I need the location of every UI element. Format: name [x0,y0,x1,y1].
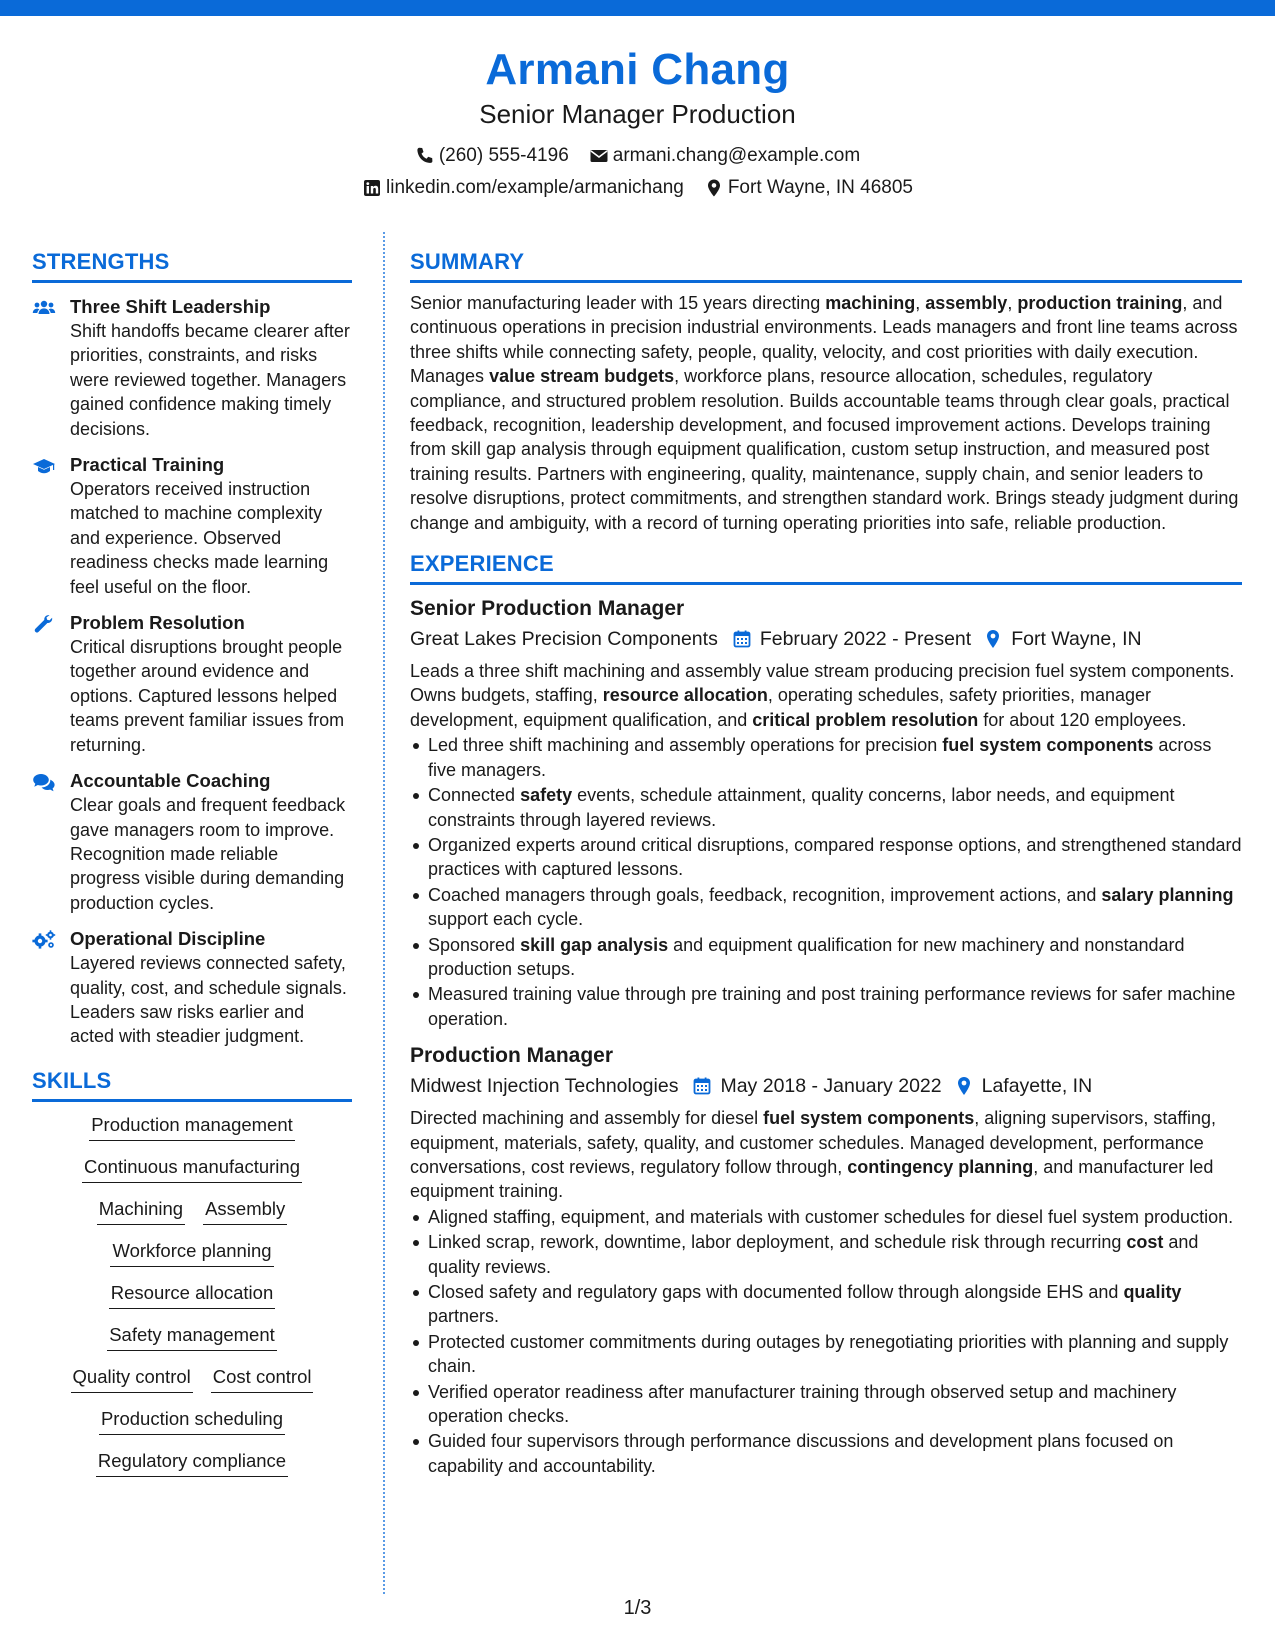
strength-body [70,453,352,599]
skill-row [99,1406,285,1435]
job-location: Lafayette, IN [981,1075,1093,1098]
skill-tag: Production management [89,1112,295,1141]
phone-icon [415,146,435,166]
bullet-item [410,1230,1242,1279]
desc-part: , aligning supervisors, staffing, equipment, materials, safety, quality, and customer schedules. Managed development, performance conversations, cost reviews, regulatory follow through, [410,1108,1217,1177]
bullet-text: Verified operator readiness after manufacturer training through observed setup and machinery operation checks. [428,1381,1177,1427]
strength-text: Shift handoffs became clearer after priorities, constraints, and risks were reviewed together. Managers gained confidence making timely decisions. [70,321,350,439]
graduation-cap-icon [32,453,70,599]
strength-title: Practical Training [70,454,225,476]
strength-text: Layered reviews connected safety, quality, cost, and schedule signals. Leaders saw risks earlier and acted with steadier judgment. [70,953,347,1047]
job-meta [410,1072,1242,1100]
summary-part: , workforce plans, resource allocation, schedules, regulatory compliance, and structured problem resolution. Builds accountable teams through clear goals, practical feedback, recognition, leadership development, and focused improvement actions. Develops training from skill gap analysis through equipment qualification, custom setup instruction, and measured post training results. Partners with engineering, quality, maintenance, supply chain, and senior leaders to resolve disruptions, protect commitments, and strengthen standard work. Brings steady judgment during change and ambiguity, with a record of turning operating priorities into safe, reliable production. [410,366,1239,533]
candidate-name: Armani Chang [485,45,790,94]
summary-part: , [915,293,926,313]
strength-text: Clear goals and frequent feedback gave managers room to improve. Recognition made reliable progress visible during demanding production cycles. [70,795,346,913]
strength-body [70,295,352,441]
desc-part: , operating schedules, safety priorities, manager development, equipment qualification, and [410,685,1152,730]
strength-title: Accountable Coaching [70,770,271,792]
bullet-text: events, schedule attainment, quality concerns, labor needs, and equipment constraints through layered reviews. [428,785,1175,830]
skill-row [107,1322,277,1351]
bullet-item [410,833,1242,882]
bullet-text: Sponsored [428,934,521,955]
skills-heading: SKILLS [32,1067,352,1102]
skill-tag: Production scheduling [99,1406,285,1435]
skill-row [110,1238,273,1267]
job-description [410,1106,1242,1204]
skill-row [96,1448,288,1477]
summary-part: , and continuous operations in precision industrial environments. Leads managers and front line teams across three shifts while connecting safety, people, quality, velocity, and cost priorities with daily execution. Manages [410,293,1238,387]
envelope-icon [589,146,609,166]
strengths-heading: STRENGTHS [32,248,352,283]
column-divider [383,232,385,1594]
skill-tag: Quality control [71,1364,193,1393]
location-contact [704,176,913,200]
bullet-text: Organized experts around critical disruptions, compared response options, and strengthened standard practices with captured lessons. [428,834,1242,880]
bullet-item [410,733,1242,782]
bullet-item [410,982,1242,1031]
email-contact[interactable] [589,144,860,168]
right-column [410,248,1242,1479]
summary-text [410,291,1242,535]
summary-bold: assembly [925,293,1008,313]
strength-body [70,769,352,915]
wrench-icon [32,611,70,757]
desc-part: Leads a three shift machining and assembly value stream producing precision fuel system components. Owns budgets, staffing, [410,661,1235,706]
bullet-text: partners. [428,1306,500,1327]
strength-text: Critical disruptions brought people together around evidence and options. Captured lessons helped teams prevent familiar issues from returning. [70,637,345,755]
calendar-icon [732,629,752,649]
map-pin-icon [954,1076,974,1096]
job-bullets [410,1205,1242,1478]
bullet-item [410,883,1242,932]
strength-text: Operators received instruction matched to machine complexity and experience. Observed readiness checks made learning feel useful on the floor. [70,479,329,597]
skill-tag: Safety management [107,1322,277,1351]
desc-bold: resource allocation [602,685,768,706]
top-accent-bar [0,0,1275,16]
comments-icon [32,769,70,915]
bullet-item [410,1330,1242,1379]
bullet-text: Protected customer commitments during outages by renegotiating priorities with planning and supply chain. [428,1331,1229,1377]
bullet-item [410,933,1242,982]
contact-row-1 [0,144,1275,168]
bullet-text: Measured training value through pre training and post training performance reviews for safer machine operation. [428,984,1236,1029]
skill-tag: Assembly [203,1196,287,1225]
bullet-item [410,783,1242,832]
company-name: Great Lakes Precision Components [410,628,718,651]
summary-part: Senior manufacturing leader with 15 years directing [410,293,826,313]
experience-heading: EXPERIENCE [410,550,1242,585]
bullet-text: Linked scrap, rework, downtime, labor deployment, and schedule risk through recurring [428,1232,1127,1253]
skill-row [71,1364,314,1393]
desc-part: , and manufacturer led equipment training. [410,1156,1214,1202]
email-text: armani.chang@example.com [612,145,861,166]
gears-icon [32,927,70,1049]
phone-contact[interactable] [415,144,569,168]
bullet-text: Guided four supervisors through performance discussions and development plans focused on capability and accountability. [428,1431,1174,1476]
strength-title: Operational Discipline [70,928,266,950]
bullet-bold: quality [1123,1282,1182,1302]
page-number: 1/3 [623,1597,652,1619]
skill-tag: Continuous manufacturing [82,1154,302,1183]
bullet-item [410,1429,1242,1478]
strength-item [32,927,352,1049]
phone-text: (260) 555-4196 [438,145,569,166]
job-entry [410,1042,1242,1478]
bullet-text: across five managers. [428,735,1212,780]
job-dates: May 2018 - January 2022 [720,1075,942,1098]
strength-title: Problem Resolution [70,612,245,634]
bullet-bold: salary planning [1101,884,1234,905]
bullet-bold: safety [520,785,573,806]
job-bullets [410,733,1242,1031]
summary-heading: SUMMARY [410,248,1242,283]
bullet-bold: fuel system components [942,735,1154,756]
bullet-text: Led three shift machining and assembly operations for precision [428,735,943,756]
summary-bold: machining [825,293,916,313]
strength-item [32,295,352,441]
job-entry [410,595,1242,1031]
summary-bold: value stream budgets [489,366,675,387]
desc-part: for about 120 employees. [978,709,1187,730]
desc-bold: contingency planning [847,1156,1034,1177]
skill-tag: Regulatory compliance [96,1448,288,1477]
map-pin-icon [704,178,724,198]
strength-item [32,611,352,757]
bullet-text: support each cycle. [428,909,584,930]
bullet-text: Aligned staffing, equipment, and materials with customer schedules for diesel fuel system production. [428,1206,1234,1227]
company-name: Midwest Injection Technologies [410,1075,679,1098]
job-meta [410,625,1242,653]
job-location: Fort Wayne, IN [1011,628,1142,651]
bullet-text: and equipment qualification for new machinery and nonstandard production setups. [428,934,1185,979]
skill-row [89,1112,295,1141]
bullet-bold: skill gap analysis [520,934,669,955]
resume-header [0,42,1275,200]
strength-body [70,611,352,757]
desc-bold: critical problem resolution [752,709,979,730]
bullet-text: Connected [428,785,521,806]
strength-title: Three Shift Leadership [70,296,271,317]
skill-row [97,1196,288,1225]
bullet-text: Closed safety and regulatory gaps with documented follow through alongside EHS and [428,1282,1124,1302]
job-dates: February 2022 - Present [759,628,972,651]
contact-row-2 [0,176,1275,200]
job-description [410,659,1242,732]
location-text: Fort Wayne, IN 46805 [727,177,913,198]
summary-bold: production training [1017,293,1183,313]
desc-part: Directed machining and assembly for diesel [410,1108,764,1129]
bullet-text: Coached managers through goals, feedback, recognition, improvement actions, and [428,884,1102,905]
linkedin-contact[interactable] [362,176,684,200]
skill-tag: Resource allocation [109,1280,275,1309]
job-title: Production Manager [410,1044,614,1068]
skill-row [82,1154,302,1183]
desc-bold: fuel system components [763,1108,975,1129]
left-column [32,248,352,1490]
skill-tag: Workforce planning [110,1238,273,1267]
strength-item [32,769,352,915]
calendar-icon [692,1076,712,1096]
skill-row [109,1280,275,1309]
linkedin-icon [362,178,382,198]
map-pin-icon [983,629,1003,649]
linkedin-text: linkedin.com/example/armanichang [386,177,684,198]
summary-part: , [1007,293,1018,313]
bullet-item [410,1205,1242,1229]
skill-tag: Cost control [211,1364,314,1393]
job-title: Senior Production Manager [410,597,685,621]
skills-list [32,1112,352,1490]
candidate-title: Senior Manager Production [479,99,796,129]
bullet-item [410,1280,1242,1329]
strength-body [70,927,352,1049]
users-icon [32,295,70,441]
bullet-item [410,1380,1242,1429]
bullet-text: and quality reviews. [428,1232,1199,1277]
strengths-list [32,295,352,1049]
skill-tag: Machining [97,1196,185,1225]
strength-item [32,453,352,599]
bullet-bold: cost [1126,1232,1164,1253]
